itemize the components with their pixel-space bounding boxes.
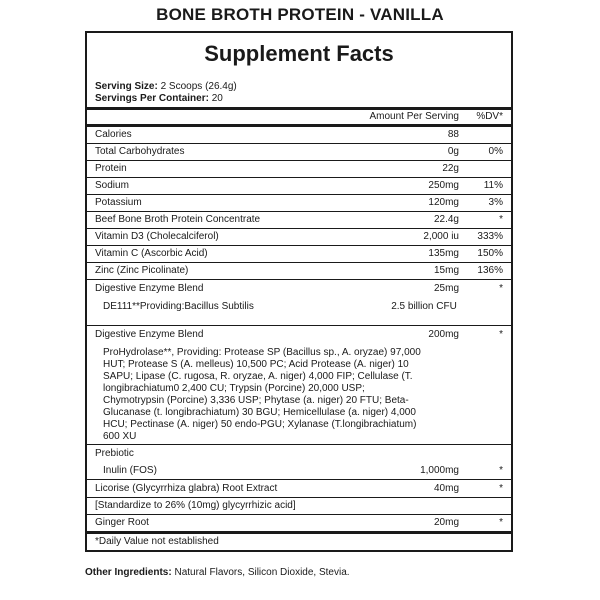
nutrient-label: Calories	[95, 129, 132, 140]
nutrient-dv: *	[499, 214, 503, 225]
divider	[87, 211, 511, 212]
nutrient-amount: 135mg	[428, 248, 459, 259]
nutrient-dv: *	[499, 483, 503, 494]
nutrient-dv: 3%	[488, 197, 503, 208]
enzyme-blend-2-details: ProHydrolase**, Providing: Protease SP (Bacillus sp., A. oryzae) 97,000 HUT; Protease S (A. melleus) 10,500 PC; Acid Protease (A. niger) 10 SAPU; Lipase (C. rugosa, R. oryzae, A. niger) 4,000 FIP; Cellulase (T. longibrachiatum0 2,400 CU; Trypsin (Porcine) 20,000 USP; Chymotrypsin (Porcine) 3,336 USP; Phytase (a. niger) 20 FTU; Beta-Glucanase (t. longibrachiatum) 30 BGU; Hemicellulase (a. niger) 4,000 HCU; Pectinase (A. niger) 50 endo-PGU; Xylanase (T.longibrachiatum) 600 XU	[103, 347, 421, 442]
divider-thick	[87, 124, 511, 127]
nutrient-dv: 136%	[477, 265, 503, 276]
nutrient-label: Prebiotic	[95, 448, 134, 459]
nutrient-amount: 22.4g	[433, 214, 459, 225]
nutrient-dv: *	[499, 329, 503, 340]
divider	[87, 262, 511, 263]
nutrient-label: Beef Bone Broth Protein Concentrate	[95, 214, 261, 225]
servings-per-container-value: 20	[211, 93, 223, 104]
nutrient-amount: 1,000mg	[420, 465, 459, 476]
nutrient-label: Licorise (Glycyrrhiza glabra) Root Extract	[95, 483, 278, 494]
nutrient-amount: 25mg	[433, 283, 459, 294]
other-ingredients-value: Natural Flavors, Silicon Dioxide, Stevia.	[174, 567, 350, 578]
divider-thick	[87, 107, 511, 110]
nutrient-dv: 333%	[477, 231, 503, 242]
divider	[87, 245, 511, 246]
other-ingredients	[85, 567, 350, 578]
nutrient-sub-amount: 2.5 billion CFU	[391, 301, 457, 312]
nutrient-dv: *	[499, 517, 503, 528]
serving-size-label: Serving Size:	[95, 81, 158, 92]
footnote: *Daily Value not established	[95, 536, 219, 547]
nutrient-label: Digestive Enzyme Blend	[95, 283, 204, 294]
column-amount-header: Amount Per Serving	[369, 111, 459, 122]
serving-size	[95, 81, 237, 92]
divider	[87, 194, 511, 195]
nutrient-amount: 250mg	[428, 180, 459, 191]
divider	[87, 497, 511, 498]
nutrient-amount: 0g	[447, 146, 459, 157]
nutrient-amount: 22g	[442, 163, 459, 174]
nutrient-amount: 20mg	[433, 517, 459, 528]
divider	[87, 279, 511, 280]
divider	[87, 160, 511, 161]
other-ingredients-label: Other Ingredients:	[85, 567, 172, 578]
nutrient-label: Zinc (Zinc Picolinate)	[95, 265, 189, 276]
divider-thick	[87, 531, 511, 534]
nutrient-amount: 88	[447, 129, 459, 140]
nutrient-label: Total Carbohydrates	[95, 146, 185, 157]
servings-per-container	[95, 93, 223, 104]
nutrient-label: Vitamin C (Ascorbic Acid)	[95, 248, 208, 259]
servings-per-container-label: Servings Per Container:	[95, 93, 209, 104]
nutrient-label: Protein	[95, 163, 127, 174]
nutrient-dv: 150%	[477, 248, 503, 259]
nutrient-label: Vitamin D3 (Cholecalciferol)	[95, 231, 219, 242]
divider	[87, 177, 511, 178]
facts-heading: Supplement Facts	[204, 41, 394, 66]
divider	[87, 514, 511, 515]
nutrient-label: Ginger Root	[95, 517, 149, 528]
product-title: BONE BROTH PROTEIN - VANILLA	[156, 5, 444, 24]
divider	[87, 325, 511, 326]
nutrient-label: Sodium	[95, 180, 129, 191]
supplement-facts-panel	[85, 31, 513, 552]
nutrient-dv: *	[499, 465, 503, 476]
nutrient-label: Potassium	[95, 197, 142, 208]
nutrient-sub-label: Inulin (FOS)	[103, 465, 157, 476]
nutrient-note: [Standardize to 26% (10mg) glycyrrhizic acid]	[95, 500, 296, 511]
divider	[87, 228, 511, 229]
nutrient-amount: 2,000 iu	[423, 231, 459, 242]
nutrient-dv: *	[499, 283, 503, 294]
nutrient-amount: 120mg	[428, 197, 459, 208]
nutrient-amount: 200mg	[428, 329, 459, 340]
divider	[87, 444, 511, 445]
nutrient-amount: 15mg	[433, 265, 459, 276]
divider	[87, 479, 511, 480]
nutrient-dv: 0%	[488, 146, 503, 157]
nutrient-amount: 40mg	[433, 483, 459, 494]
serving-size-value: 2 Scoops (26.4g)	[160, 81, 237, 92]
divider	[87, 143, 511, 144]
column-dv-header: %DV*	[476, 111, 503, 122]
nutrient-sub-label: DE111**Providing:Bacillus Subtilis	[103, 301, 254, 312]
nutrient-label: Digestive Enzyme Blend	[95, 329, 204, 340]
nutrient-dv: 11%	[483, 180, 503, 191]
